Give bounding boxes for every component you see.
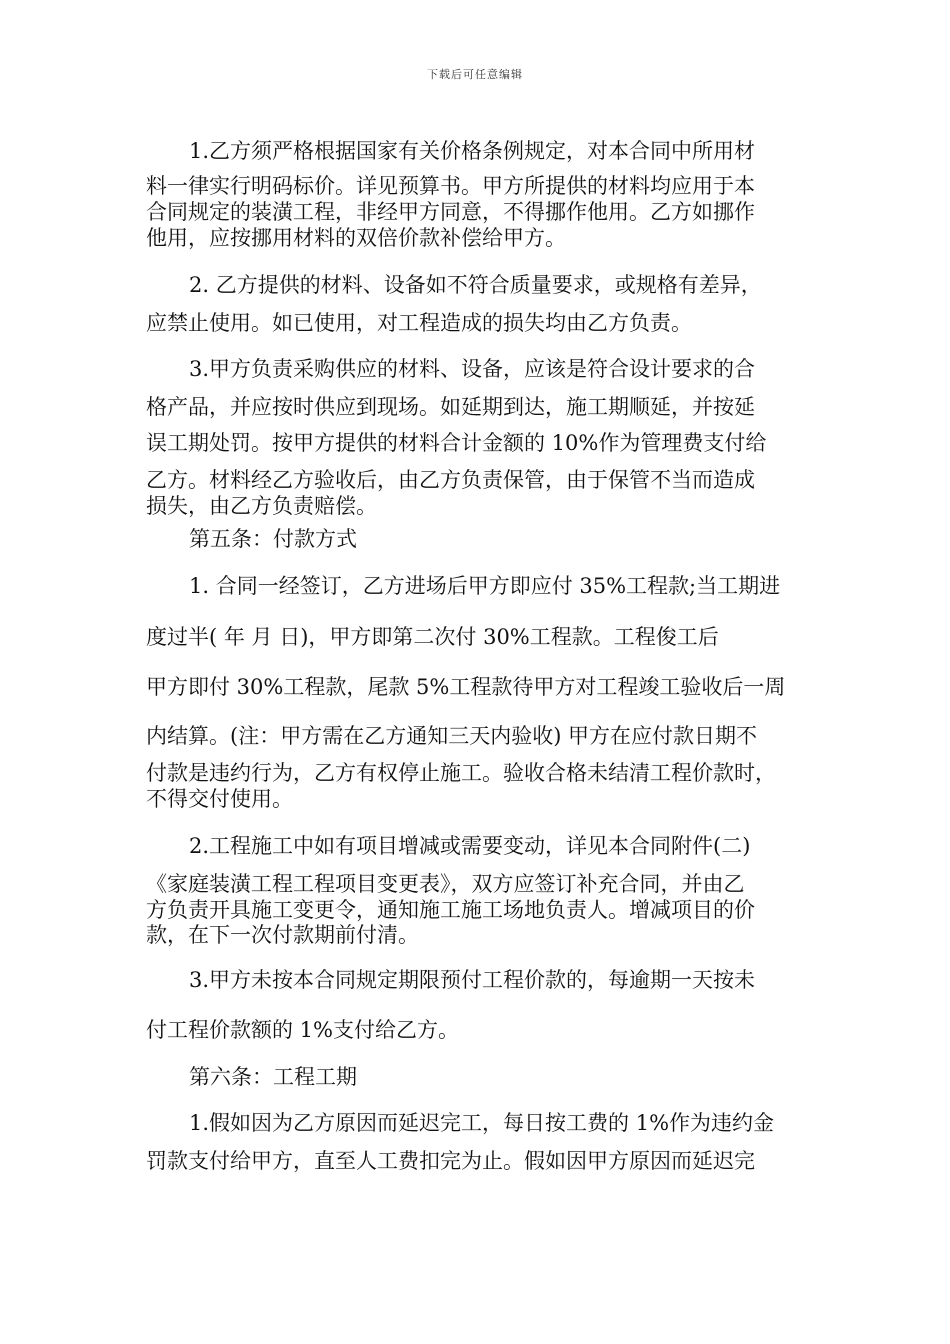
text-line: 2.工程施工中如有项目增减或需要变动，详见本合同附件(二) [189,834,751,858]
text-line: 款，在下一次付款期前付清。 [146,923,419,947]
text-line: 应禁止使用。如已使用，对工程造成的损失均由乙方负责。 [146,311,692,335]
text-line: 格产品，并应按时供应到现场。如延期到达，施工期顺延，并按延 [146,395,755,419]
text-line: 方负责开具施工变更令，通知施工施工场地负责人。增减项目的价 [146,898,755,922]
text-line: 度过半( 年 月 日)，甲方即第二次付 30%工程款。工程俊工后 [146,625,719,649]
text-line: 甲方即付 30%工程款，尾款 5%工程款待甲方对工程竣工验收后一周 [146,675,786,699]
text-line: 合同规定的装潢工程，非经甲方同意，不得挪作他用。乙方如挪作 [146,200,755,224]
text-line: 料一律实行明码标价。详见预算书。甲方所提供的材料均应用于本 [146,174,755,198]
text-line: 1. 合同一经签订，乙方进场后甲方即应付 35%工程款;当工期进 [189,574,781,598]
text-line: 3.甲方负责采购供应的材料、设备，应该是符合设计要求的合 [189,357,756,381]
text-line: 3.甲方未按本合同规定期限预付工程价款的，每逾期一天按未 [189,968,756,992]
text-line: 1.假如因为乙方原因而延迟完工，每日按工费的 1%作为违约金 [189,1111,775,1135]
text-line: 不得交付使用。 [146,787,293,811]
text-line: 他用，应按挪用材料的双倍价款补偿给甲方。 [146,226,566,250]
text-line: 内结算。(注：甲方需在乙方通知三天内验收) 甲方在应付款日期不 [146,724,758,748]
text-line: 罚款支付给甲方，直至人工费扣完为止。假如因甲方原因而延迟完 [146,1149,755,1173]
text-line: 误工期处罚。按甲方提供的材料合计金额的 10%作为管理费支付给 [146,431,767,455]
page-header-note: 下载后可任意编辑 [427,68,523,81]
text-line: 《家庭装潢工程工程项目变更表》，双方应签订补充合同，并由乙 [146,872,745,896]
text-line: 损失，由乙方负责赔偿。 [146,494,377,518]
text-line: 1.乙方须严格根据国家有关价格条例规定，对本合同中所用材 [189,139,756,163]
section-heading: 第六条：工程工期 [189,1065,357,1089]
text-line: 2. 乙方提供的材料、设备如不符合质量要求，或规格有差异， [189,273,762,297]
text-line: 乙方。材料经乙方验收后，由乙方负责保管，由于保管不当而造成 [146,468,755,492]
text-line: 付工程价款额的 1%支付给乙方。 [146,1018,459,1042]
text-line: 付款是违约行为，乙方有权停止施工。验收合格未结清工程价款时， [146,761,776,785]
section-heading: 第五条：付款方式 [189,527,357,551]
